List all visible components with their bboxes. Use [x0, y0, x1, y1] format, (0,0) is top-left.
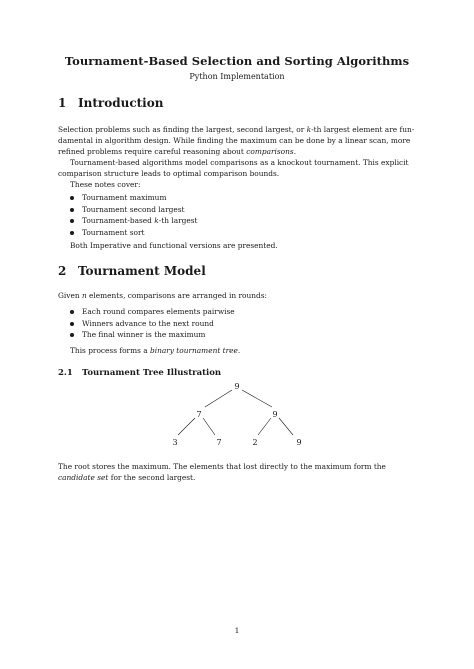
model-paragraph-1 — [58, 290, 418, 301]
intro-paragraph-2 — [58, 157, 418, 179]
bullet-icon — [70, 219, 74, 223]
list-item: Tournament-based k-th largest — [70, 215, 198, 227]
subsection-heading-tree-illustration — [58, 368, 221, 378]
section-number: 1 — [58, 96, 67, 110]
text-line: The root stores the maximum. The elements that lost directly to the maximum form the — [58, 462, 386, 471]
bullet-icon — [70, 231, 74, 235]
section-number: 2 — [58, 264, 67, 278]
text-line: comparison structure leads to optimal comparison bounds. — [58, 169, 280, 178]
text-line: damental in algorithm design. While finding the maximum can be done by a linear scan, more — [58, 136, 411, 145]
section-title: Tournament Model — [78, 264, 206, 278]
tree-edge — [242, 390, 272, 407]
paper-title: Tournament-Based Selection and Sorting Algorithms — [64, 54, 410, 68]
model-bullet-list — [70, 306, 235, 341]
tree-leaf: 3 — [172, 438, 178, 447]
tree-leaf: 2 — [252, 438, 258, 447]
list-item: Winners advance to the next round — [70, 318, 235, 330]
tree-edge — [258, 418, 271, 435]
tree-node-root: 9 — [234, 382, 240, 391]
list-item: Tournament sort — [70, 227, 198, 239]
model-paragraph-3 — [58, 461, 418, 483]
subsection-title: Tournament Tree Illustration — [82, 368, 222, 378]
subsection-number: 2.1 — [58, 368, 73, 378]
list-item: Tournament second largest — [70, 204, 198, 216]
text-line: Given n elements, comparisons are arranged in rounds: — [58, 291, 268, 300]
intro-paragraph-4 — [58, 240, 418, 251]
tree-edge — [203, 418, 215, 435]
text-line: candidate set for the second largest. — [58, 473, 196, 482]
section-heading-introduction — [58, 96, 163, 110]
tournament-tree-diagram — [160, 380, 320, 450]
tree-leaf: 7 — [216, 438, 222, 447]
text-line: Tournament-based algorithms model comparisons as a knockout tournament. This explicit — [70, 158, 409, 167]
text-line: These notes cover: — [70, 180, 141, 189]
text-line: refined problems require careful reasoning about comparisons. — [58, 147, 297, 156]
paper-subtitle: Python Implementation — [189, 72, 285, 81]
tree-leaf: 9 — [296, 438, 302, 447]
bullet-icon — [70, 333, 74, 337]
tree-node-left: 7 — [196, 410, 202, 419]
bullet-icon — [70, 208, 74, 212]
bullet-icon — [70, 196, 74, 200]
text-line: Both Imperative and functional versions are presented. — [70, 241, 278, 250]
list-item: Tournament maximum — [70, 192, 198, 204]
tree-edge — [279, 418, 293, 435]
model-paragraph-2 — [58, 345, 418, 356]
list-item: The final winner is the maximum — [70, 329, 235, 341]
text-line: This process forms a binary tournament tree. — [70, 346, 241, 355]
intro-paragraph-3 — [58, 179, 418, 190]
section-title: Introduction — [78, 96, 164, 110]
section-heading-tournament-model — [58, 264, 206, 278]
list-item: Each round compares elements pairwise — [70, 306, 235, 318]
tree-edge — [178, 418, 195, 435]
intro-paragraph-1 — [58, 124, 418, 157]
intro-bullet-list — [70, 192, 198, 238]
text-line: Selection problems such as finding the largest, second largest, or k-th largest element are fun- — [58, 125, 415, 134]
bullet-icon — [70, 322, 74, 326]
tree-node-right: 9 — [272, 410, 278, 419]
bullet-icon — [70, 310, 74, 314]
page-number: 1 — [234, 626, 240, 635]
tree-edge — [205, 390, 232, 407]
